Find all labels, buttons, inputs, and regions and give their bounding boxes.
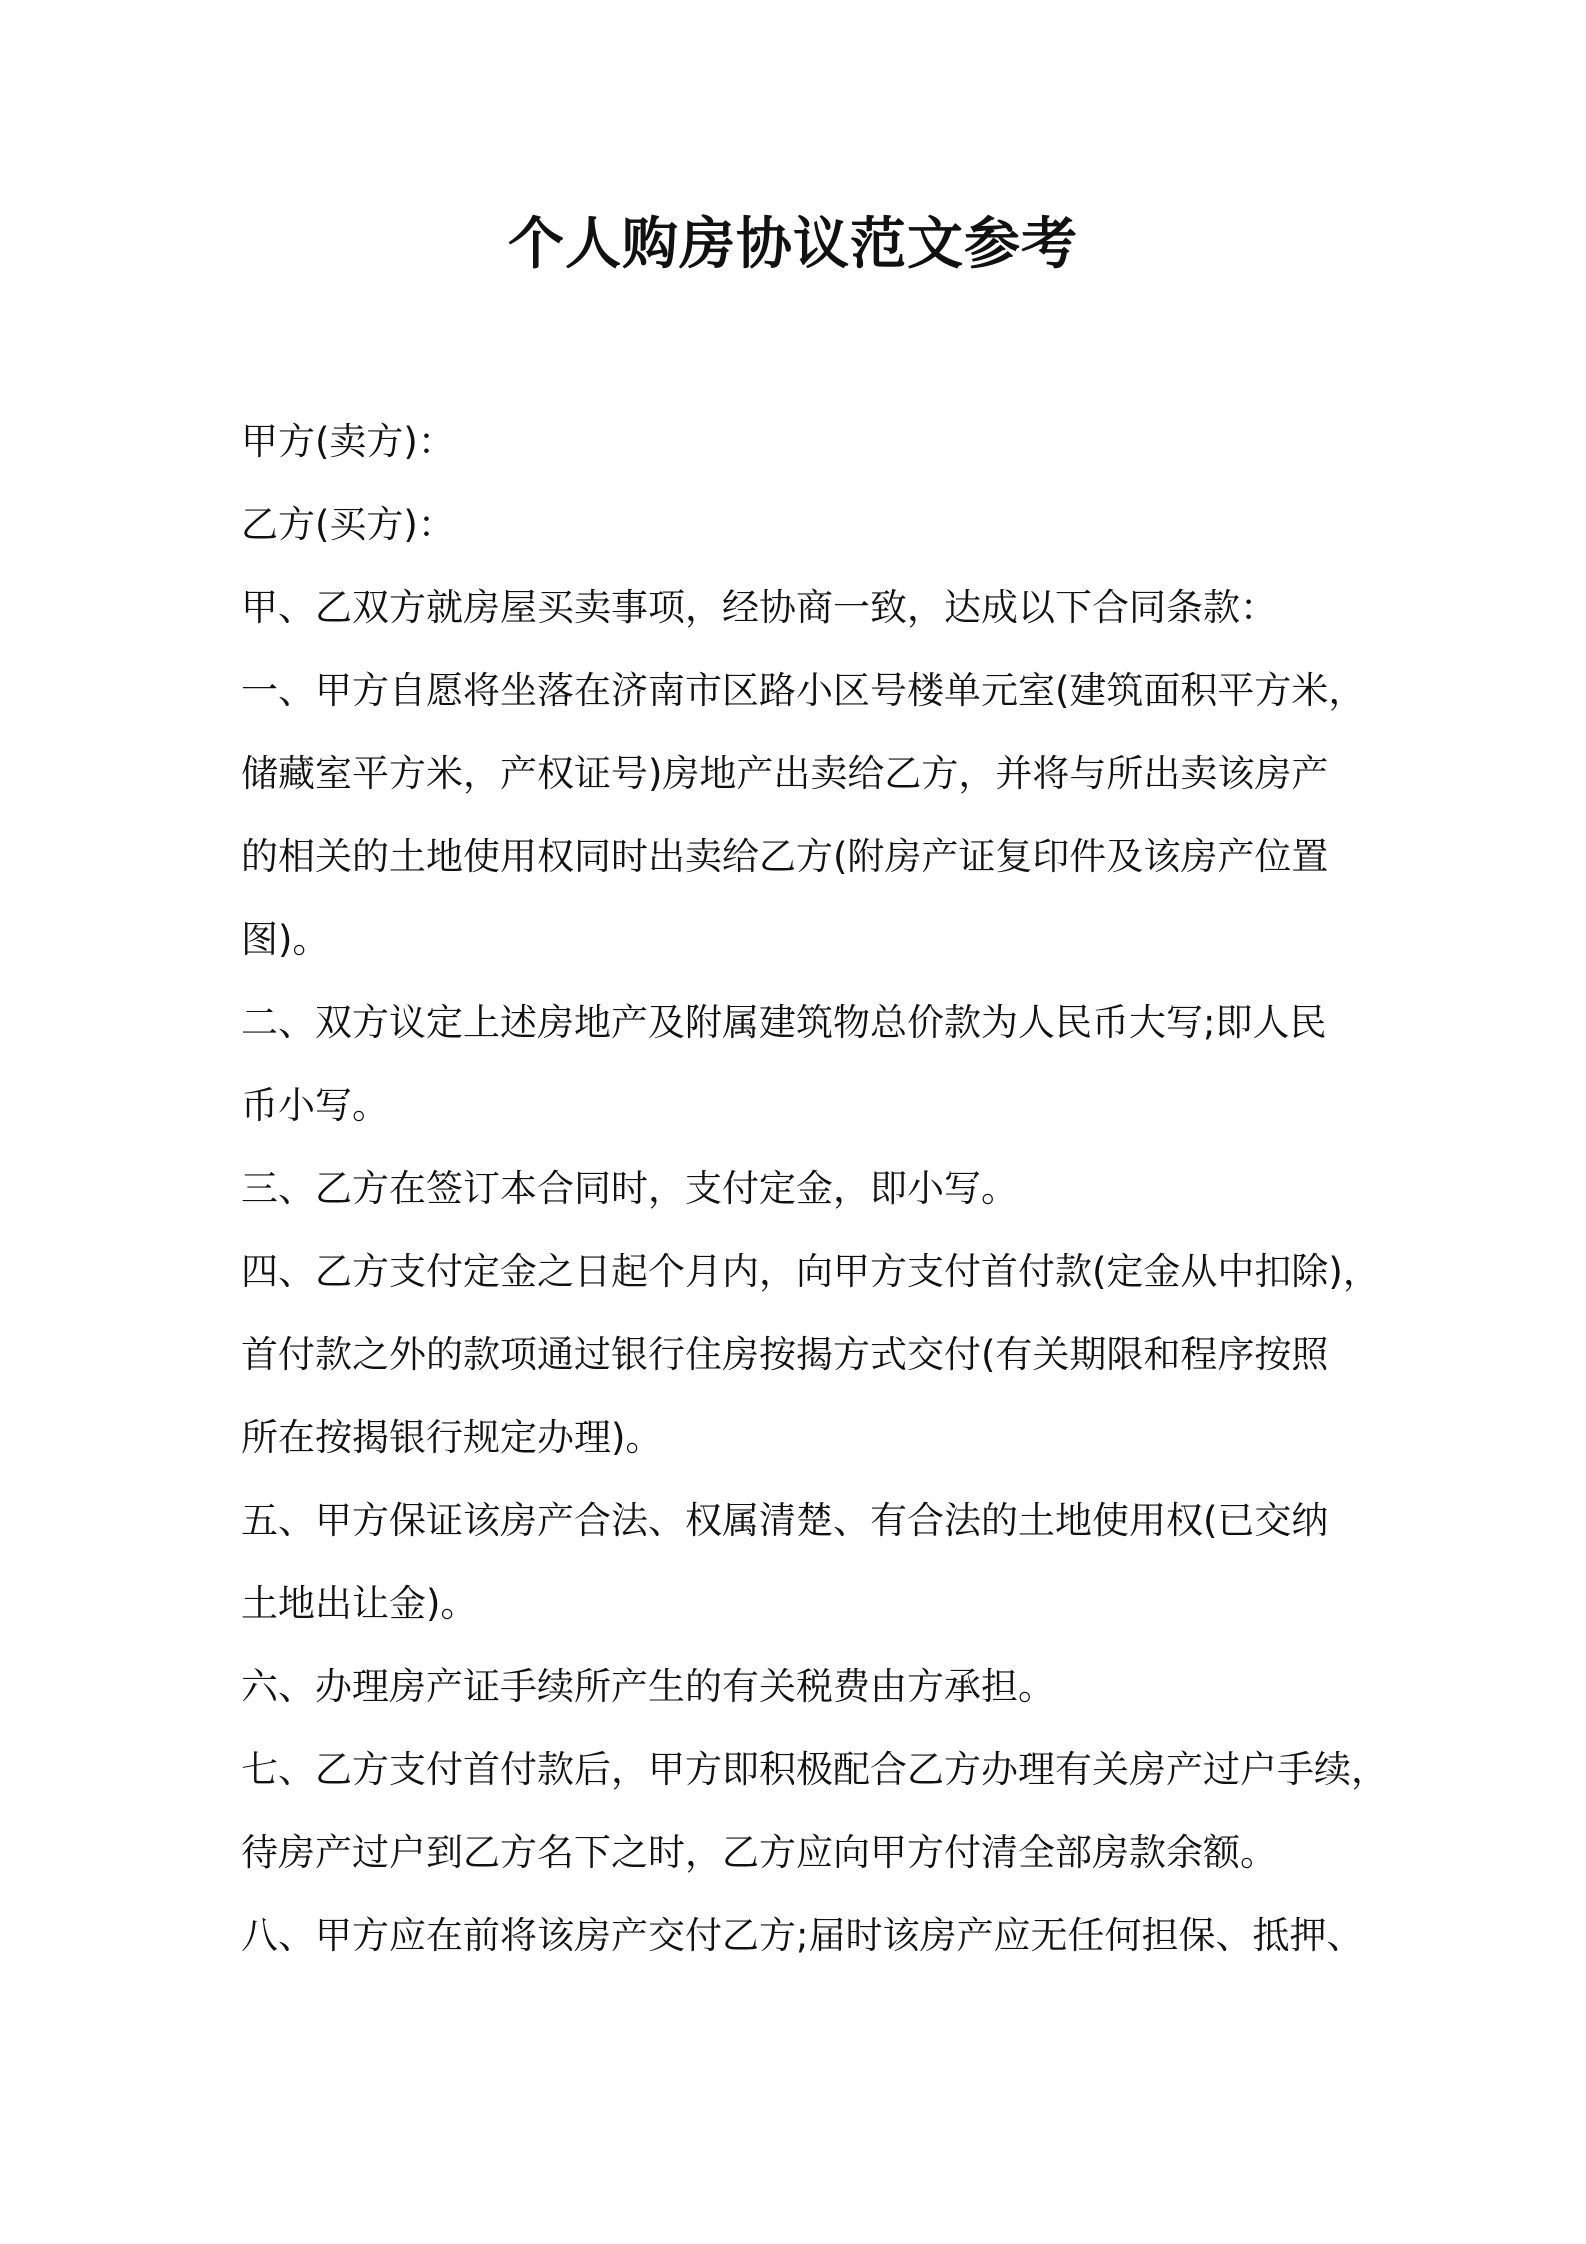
text-line: 币小写。 [241, 1084, 389, 1127]
text-line: 甲、乙双方就房屋买卖事项，经协商一致，达成以下合同条款： [241, 586, 1277, 629]
document-body [241, 400, 1388, 1977]
text-line: 五、甲方保证该房产合法、权属清楚、有合法的土地使用权(已交纳 [241, 1499, 1329, 1542]
text-line: 待房产过户到乙方名下之时，乙方应向甲方付清全部房款余额。 [241, 1831, 1277, 1874]
document-title: 个人购房协议范文参考 [508, 212, 1078, 277]
text-line: 一、甲方自愿将坐落在济南市区路小区号楼单元室(建筑面积平方米， [241, 669, 1366, 712]
text-line: 四、乙方支付定金之日起个月内，向甲方支付首付款(定金从中扣除)， [241, 1250, 1380, 1293]
text-line: 六、办理房产证手续所产生的有关税费由方承担。 [241, 1665, 1055, 1708]
text-line: 所在按揭银行规定办理)。 [241, 1416, 663, 1459]
text-line: 乙方(买方)： [241, 503, 455, 546]
text-line: 三、乙方在签订本合同时，支付定金，即小写。 [241, 1167, 1018, 1210]
text-line: 图)。 [241, 918, 330, 961]
text-line: 七、乙方支付首付款后，甲方即积极配合乙方办理有关房产过户手续， [241, 1748, 1388, 1791]
text-line: 土地出让金)。 [241, 1582, 478, 1625]
text-line: 甲方(卖方)： [241, 420, 455, 463]
text-line: 的相关的土地使用权同时出卖给乙方(附房产证复印件及该房产位置 [241, 835, 1329, 878]
text-line: 八、甲方应在前将该房产交付乙方;届时该房产应无任何担保、抵押、 [241, 1914, 1364, 1957]
text-line: 首付款之外的款项通过银行住房按揭方式交付(有关期限和程序按照 [241, 1333, 1329, 1376]
text-line: 二、双方议定上述房地产及附属建筑物总价款为人民币大写;即人民 [241, 1001, 1327, 1044]
text-line: 储藏室平方米，产权证号)房地产出卖给乙方，并将与所出卖该房产 [241, 752, 1329, 795]
